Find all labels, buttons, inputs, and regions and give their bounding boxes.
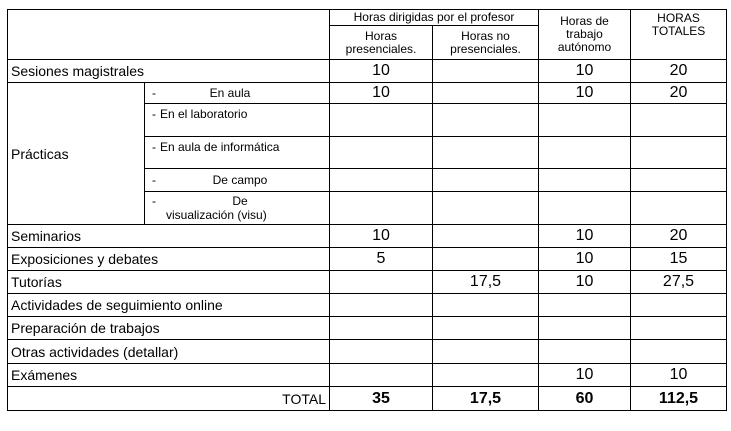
cell-autonomo: 10 — [539, 83, 631, 104]
cell-no-presenciales — [433, 169, 539, 192]
cell-no-presenciales — [433, 83, 539, 104]
table-row — [8, 340, 727, 364]
cell-presenciales — [330, 340, 433, 364]
cell-no-presenciales — [433, 192, 539, 225]
cell-no-presenciales — [433, 104, 539, 137]
cell-presenciales — [330, 169, 433, 192]
cell-no-presenciales — [433, 364, 539, 387]
total-row — [8, 387, 727, 411]
header-horas-totales: HORAS TOTALES — [631, 10, 727, 60]
total-total: 112,5 — [631, 387, 727, 411]
cell-total — [631, 192, 727, 225]
cell-autonomo: 10 — [539, 225, 631, 248]
table-row — [8, 60, 727, 83]
cell-no-presenciales — [433, 294, 539, 317]
subrow-label: - En aula de informática — [145, 137, 330, 169]
table-row — [8, 83, 727, 104]
cell-total — [631, 169, 727, 192]
row-label: Otras actividades (detallar) — [8, 340, 330, 364]
table-row — [8, 294, 727, 317]
table-row — [8, 248, 727, 271]
cell-autonomo: 10 — [539, 271, 631, 294]
table-row — [8, 317, 727, 340]
total-label: TOTAL — [8, 387, 330, 411]
cell-no-presenciales — [433, 340, 539, 364]
hours-table — [7, 9, 727, 411]
cell-autonomo — [539, 340, 631, 364]
cell-total — [631, 137, 727, 169]
cell-no-presenciales — [433, 137, 539, 169]
row-label: Exposiciones y debates — [8, 248, 330, 271]
row-label-practicas: Prácticas — [8, 83, 145, 225]
cell-total: 27,5 — [631, 271, 727, 294]
total-autonomo: 60 — [539, 387, 631, 411]
cell-autonomo: 10 — [539, 60, 631, 83]
cell-presenciales: 10 — [330, 83, 433, 104]
cell-presenciales — [330, 271, 433, 294]
cell-presenciales — [330, 364, 433, 387]
cell-autonomo: 10 — [539, 364, 631, 387]
row-label: Preparación de trabajos — [8, 317, 330, 340]
cell-presenciales — [330, 104, 433, 137]
table-row — [8, 364, 727, 387]
cell-total: 20 — [631, 60, 727, 83]
cell-total — [631, 294, 727, 317]
subrow-label: - En aula — [145, 83, 330, 104]
cell-total: 10 — [631, 364, 727, 387]
header-no-presenciales: Horas no presenciales. — [433, 26, 539, 60]
cell-no-presenciales — [433, 225, 539, 248]
cell-presenciales — [330, 317, 433, 340]
header-trabajo-autonomo: Horas de trabajo autónomo — [539, 10, 631, 60]
cell-no-presenciales — [433, 317, 539, 340]
cell-total — [631, 340, 727, 364]
cell-total: 20 — [631, 225, 727, 248]
cell-total — [631, 317, 727, 340]
cell-autonomo — [539, 294, 631, 317]
cell-no-presenciales — [433, 60, 539, 83]
cell-presenciales: 5 — [330, 248, 433, 271]
cell-presenciales — [330, 192, 433, 225]
cell-presenciales — [330, 294, 433, 317]
header-dirigidas: Horas dirigidas por el profesor — [330, 10, 539, 26]
cell-presenciales — [330, 137, 433, 169]
cell-total — [631, 104, 727, 137]
table-row — [8, 225, 727, 248]
cell-autonomo — [539, 192, 631, 225]
cell-presenciales: 10 — [330, 60, 433, 83]
cell-autonomo — [539, 169, 631, 192]
cell-autonomo — [539, 137, 631, 169]
cell-no-presenciales: 17,5 — [433, 271, 539, 294]
row-label: Actividades de seguimiento online — [8, 294, 330, 317]
row-label: Tutorías — [8, 271, 330, 294]
row-label: Exámenes — [8, 364, 330, 387]
cell-autonomo — [539, 104, 631, 137]
subrow-label: - En el laboratorio — [145, 104, 330, 137]
total-no-presenciales: 17,5 — [433, 387, 539, 411]
row-label: Seminarios — [8, 225, 330, 248]
table-row — [8, 271, 727, 294]
cell-autonomo: 10 — [539, 248, 631, 271]
subrow-label: - De campo — [145, 169, 330, 192]
cell-presenciales: 10 — [330, 225, 433, 248]
cell-total: 15 — [631, 248, 727, 271]
cell-total: 20 — [631, 83, 727, 104]
cell-autonomo — [539, 317, 631, 340]
header-blank-cell — [8, 10, 330, 60]
subrow-label: - De visualización (visu) — [145, 192, 330, 225]
row-label: Sesiones magistrales — [8, 60, 330, 83]
total-presenciales: 35 — [330, 387, 433, 411]
cell-no-presenciales — [433, 248, 539, 271]
header-presenciales: Horas presenciales. — [330, 26, 433, 60]
